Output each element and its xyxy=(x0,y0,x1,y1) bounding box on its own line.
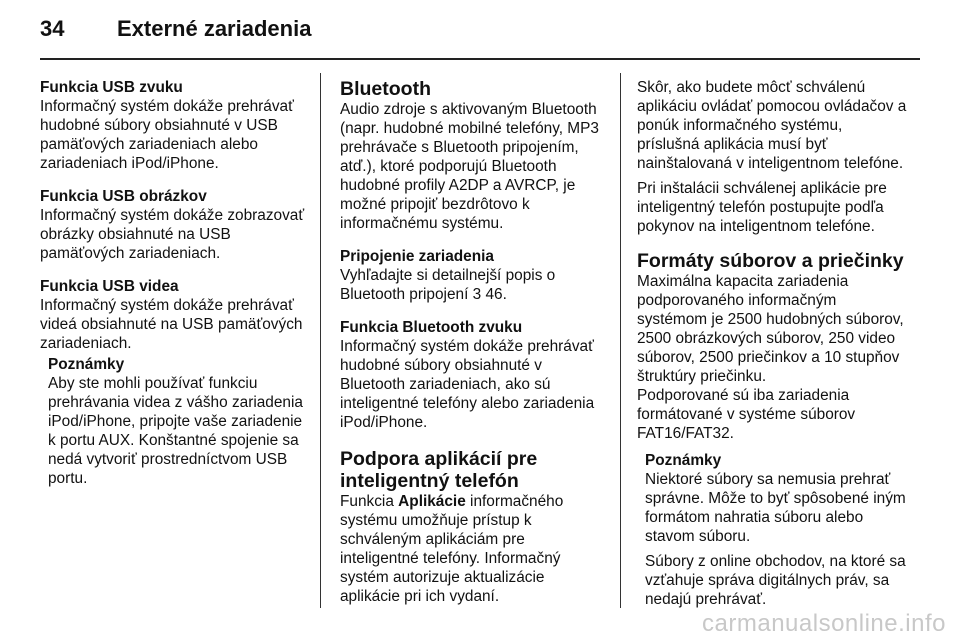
paragraph-bt-audio: Informačný systém dokáže prehrávať hudobné súbory obsiahnuté v Bluetooth zariadeniach, ako sú inteligentné telefóny alebo zariadenia iPod/iPhone. xyxy=(340,338,595,431)
page-reference-icon[interactable]: 3 xyxy=(472,286,482,303)
column-2 xyxy=(340,78,606,606)
note-text: Aby ste mohli používať funkciu prehrávania videa z vášho zariadenia iPod/iPhone, pripojte vaše zariadenie k portu AUX. Konštantné spojenie sa nedá vytvoriť prostredníctvom USB portu. xyxy=(48,375,303,487)
subheading-bt-audio: Funkcia Bluetooth zvuku xyxy=(340,319,523,336)
note-text-2: Súbory z online obchodov, na ktoré sa vzťahuje správa digitálnych práv, sa nedajú prehrávať. xyxy=(645,553,906,608)
section-apps xyxy=(340,448,606,606)
heading-formats: Formáty súborov a priečinky xyxy=(637,250,904,272)
section-bt-audio xyxy=(340,318,606,432)
page-number: 34 xyxy=(40,16,65,41)
watermark: carmanualsonline.info xyxy=(702,610,946,637)
subheading-usb-picture: Funkcia USB obrázkov xyxy=(40,188,207,205)
section-formats xyxy=(637,250,907,443)
column-divider-1 xyxy=(320,73,321,608)
apps-text-post: informačného systému umožňuje prístup k schváleným aplikáciám pre inteligentné telefóny. Informačný systém autorizuje aktualizácie aplikácie pri ich vydaní. xyxy=(340,493,564,605)
paragraph-connect-device xyxy=(340,266,606,304)
paragraph-usb-video: Informačný systém dokáže prehrávať videá obsiahnuté na USB pamäťových zariadeniach. xyxy=(40,297,303,352)
column-3 xyxy=(637,78,907,609)
paragraph-bluetooth: Audio zdroje s aktivovaným Bluetooth (napr. hudobné mobilné telefóny, MP3 prehrávače s Bluetooth pripojením, atď.), ktoré podporujú Bluetooth hudobné profily A2DP a AVRCP, je možné pripojiť bezdrôtovo k informačnému systému. xyxy=(340,101,599,232)
subheading-usb-audio: Funkcia USB zvuku xyxy=(40,79,183,96)
note-title: Poznámky xyxy=(48,356,125,373)
note-box-formats xyxy=(637,451,907,609)
column-divider-2 xyxy=(620,73,621,608)
section-usb-audio xyxy=(40,78,312,173)
section-usb-video xyxy=(40,277,312,353)
heading-apps-line2: inteligentný telefón xyxy=(340,470,519,492)
note-title: Poznámky xyxy=(645,452,722,469)
paragraph-usb-picture: Informačný systém dokáže zobrazovať obrázky obsiahnuté na USB pamäťových zariadeniach. xyxy=(40,207,305,262)
header-divider xyxy=(40,58,920,60)
paragraph-install: Pri inštalácii schválenej aplikácie pre inteligentný telefón postupujte podľa pokynov na inteligentnom telefóne. xyxy=(637,180,887,235)
page-reference-link[interactable]: 46. xyxy=(481,286,507,303)
page-header xyxy=(40,14,920,50)
note-box-video xyxy=(40,355,312,488)
apps-text-pre: Funkcia xyxy=(340,493,399,510)
apps-text-bold: Aplikácie xyxy=(398,493,466,510)
page-title: Externé zariadenia xyxy=(117,16,312,41)
paragraph-formats-1: Maximálna kapacita zariadenia podporovaného informačným systémom je 2500 hudobných súborov, 2500 obrázkových súborov, 250 video súborov, 2500 priečinkov a 10 stupňov štruktúry priečinku. xyxy=(637,273,904,385)
heading-apps-line1: Podpora aplikácií pre xyxy=(340,448,538,470)
section-bluetooth xyxy=(340,78,606,233)
subheading-usb-video: Funkcia USB videa xyxy=(40,278,179,295)
paragraph-apps-continued: Skôr, ako budete môcť schválenú aplikáciu ovládať pomocou ovládačov a ponúk informačného systému, príslušná aplikácia musí byť nainštalovaná v inteligentnom telefóne. xyxy=(637,79,907,172)
heading-bluetooth: Bluetooth xyxy=(340,78,431,100)
note-text-1: Niektoré súbory sa nemusia prehrať správne. Môže to byť spôsobené iným formátom nahratia súboru alebo stavom súboru. xyxy=(645,471,906,545)
paragraph-apps xyxy=(340,492,606,606)
subheading-connect-device: Pripojenie zariadenia xyxy=(340,248,494,265)
column-1 xyxy=(40,78,312,488)
paragraph-formats-2: Podporované sú iba zariadenia formátované v systéme súborov FAT16/FAT32. xyxy=(637,387,856,442)
connect-text: Vyhľadajte si detailnejší popis o Bluetooth pripojení xyxy=(340,267,556,303)
section-usb-picture xyxy=(40,187,312,263)
section-connect-device xyxy=(340,247,606,304)
paragraph-usb-audio: Informačný systém dokáže prehrávať hudobné súbory obsiahnuté v USB pamäťových zariadeniach alebo zariadeniach iPod/iPhone. xyxy=(40,98,294,172)
